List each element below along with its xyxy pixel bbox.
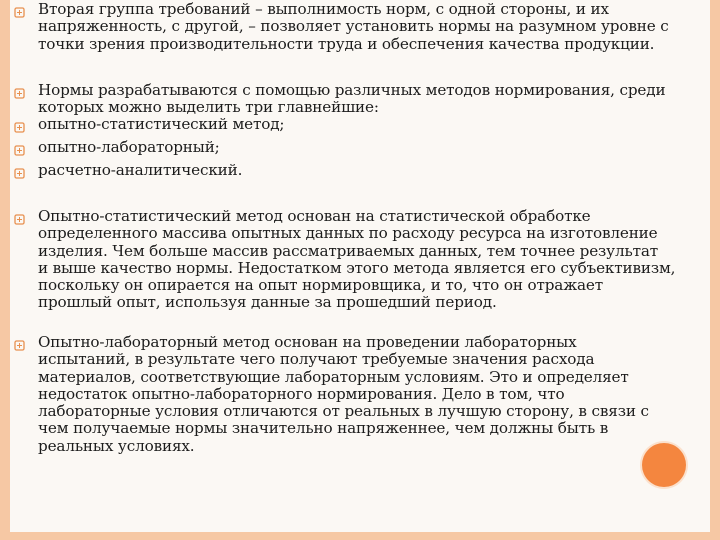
slide-frame-left xyxy=(0,0,10,540)
text-line: опытно-статистический метод; xyxy=(38,115,285,133)
text-line: определенного массива опытных данных по расходу ресурса на изготовление xyxy=(38,224,658,243)
bullet-icon xyxy=(14,145,25,156)
bullet-icon xyxy=(14,122,25,133)
bullet-paragraph xyxy=(38,208,704,312)
text-line: Опытно-статистический метод основан на статистической обработке xyxy=(38,207,591,225)
bullet-paragraph xyxy=(38,82,704,117)
bullet-icon xyxy=(14,88,25,99)
bullet-icon xyxy=(14,168,25,179)
text-line: и выше качество нормы. Недостатком этого метода является его субъективизм, xyxy=(38,258,676,277)
text-line: чем получаемые нормы значительно напряженнее, чем должны быть в xyxy=(38,419,609,438)
text-line: изделия. Чем больше массив рассматриваемых данных, тем точнее результат xyxy=(38,241,658,260)
decorative-circle xyxy=(642,443,686,487)
bullet-icon xyxy=(14,214,25,225)
slide-frame-bottom xyxy=(0,532,720,540)
bullet-paragraph xyxy=(38,116,704,133)
text-line: реальных условиях. xyxy=(38,436,195,455)
text-line: напряженность, с другой, – позволяет установить нормы на разумном уровне с xyxy=(38,17,669,36)
slide-content xyxy=(10,0,710,532)
bullet-paragraph xyxy=(38,1,704,53)
text-line: расчетно-аналитический. xyxy=(38,161,243,179)
text-line: Вторая группа требований – выполнимость норм, с одной стороны, и их xyxy=(38,0,609,18)
text-line: недостаток опытно-лабораторного нормирования. Дело в том, что xyxy=(38,384,565,403)
text-line: которых можно выделить три главнейшие: xyxy=(38,98,379,117)
text-line: поскольку он опирается на опыт нормировщика, и то, что он отражает xyxy=(38,276,604,295)
bullet-icon xyxy=(14,340,25,351)
bullet-paragraph xyxy=(38,334,704,455)
text-line: Опытно-лабораторный метод основан на проведении лабораторных xyxy=(38,333,577,351)
text-line: точки зрения производительности труда и обеспечения качества продукции. xyxy=(38,34,655,53)
text-line: испытаний, в результате чего получают требуемые значения расхода xyxy=(38,350,595,369)
text-line: Нормы разрабатываются с помощью различных методов нормирования, среди xyxy=(38,81,666,99)
text-line: прошлый опыт, используя данные за прошедший период. xyxy=(38,293,497,312)
bullet-paragraph xyxy=(38,162,704,179)
text-line: опытно-лабораторный; xyxy=(38,138,220,156)
slide-frame-right xyxy=(710,0,720,540)
text-line: лабораторные условия отличаются от реальных в лучшую сторону, в связи с xyxy=(38,402,649,421)
bullet-icon xyxy=(14,7,25,18)
bullet-paragraph xyxy=(38,139,704,156)
text-line: материалов, соответствующие лабораторным условиям. Это и определяет xyxy=(38,367,629,386)
